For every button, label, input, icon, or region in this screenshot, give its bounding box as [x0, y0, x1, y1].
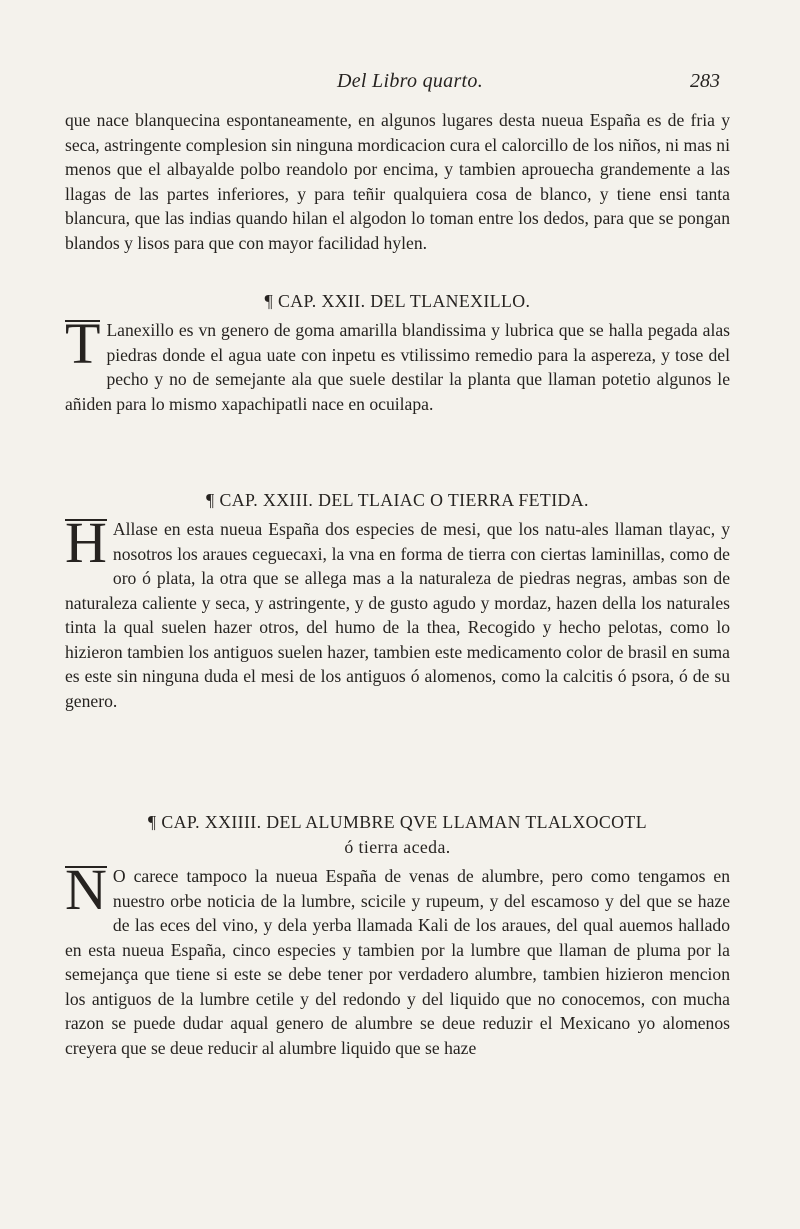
chapter-xxiiii-text: O carece tampoco la nueua España de venas de alumbre, pero como tengamos en nuestro orbe noticia de la lumbre, scicile y rupeum, y del escamoso y del que se haze de las eces del vino, y dela yerba llamada Kali de los araues, del qual auemos hallado en esta nueua España, cinco especies y tambien por la lumbre que llaman de pluma por la semejança que tiene si este se debe tener por verdadero alumbre, tambien hizieron mencion los antiguos de la lumbre cetile y del redondo y del liquido que no conocemos, con mucha razon se puede dudar aqual genero de alumbre se deue reduzir el Mexicano yo alomenos creyera que se deue reducir al alumbre liquido que se haze [65, 866, 730, 1058]
intro-text: que nace blanquecina espontaneamente, en algunos lugares desta nueua España es de fria y seca, astringente complesion sin ninguna mordicacion cura el calorcillo de los niños, ni mas ni menos que el albayalde polbo reandolo por encima, y tambien aprouecha grandemente a las llagas de las partes inferiores, y para teñir qualquiera cosa de blanco, y tiene ensi tanta blancura, que las indias quando hilan el algodon lo toman entre los dedos, para que se pongan blandos y lisos para que con mayor facilidad hylen. [65, 110, 730, 253]
chapter-heading-xxiii: ¶ CAP. XXIII. DEL TLAIAC O TIERRA FETIDA. [206, 490, 589, 510]
drop-cap: T [65, 311, 101, 376]
intro-paragraph [65, 108, 730, 255]
running-header [100, 70, 720, 98]
chapter-xxii-body [65, 311, 730, 416]
chapter-subheading: ó tierra aceda. [344, 837, 451, 857]
chapter-xxiii-body [65, 510, 730, 713]
chapter-xxiiii-body [65, 857, 730, 1060]
drop-cap: N [65, 857, 107, 922]
drop-cap: H [65, 510, 107, 575]
chapter-heading-xxii: ¶ CAP. XXII. DEL TLANEXILLO. [264, 291, 531, 311]
chapter-xxii-text: Lanexillo es vn genero de goma amarilla blandissima y lubrica que se halla pegada alas piedras donde el agua uate con inpetu es vtilissimo remedio para la aspereza, y tose del pecho y no de semejante ala que suele destilar la planta que llaman potetio algunos le añiden para lo mismo xapachipatli nace en ocuilapa. [65, 320, 730, 414]
chapter-xxiii-text: Allase en esta nueua España dos especies de mesi, que los natu-ales llaman tlayac, y nosotros los araues ceguecaxi, la vna en forma de tierra con ciertas laminillas, como de oro ó plata, la otra que se allega mas a la naturaleza de piedras negras, ambas son de naturaleza caliente y seca, y astringente, y de gusto agudo y mordaz, hazen della los naturales tinta la qual suelen hazer otros, del humo de la thea, Recogido y hecho pelotas, como lo hizieron tambien los antiguos suelen hazer, tambien este medicamento color de brasil en suma es este sin ninguna duda el mesi de los antiguos ó alomenos, como la calcitis ó psora, ó de su genero. [65, 519, 730, 711]
header-title: Del Libro quarto. [336, 70, 484, 92]
page-number: 283 [690, 70, 720, 92]
chapter-heading-xxiiii: ¶ CAP. XXIIII. DEL ALUMBRE QVE LLAMAN TLALXOCOTL [148, 812, 647, 832]
